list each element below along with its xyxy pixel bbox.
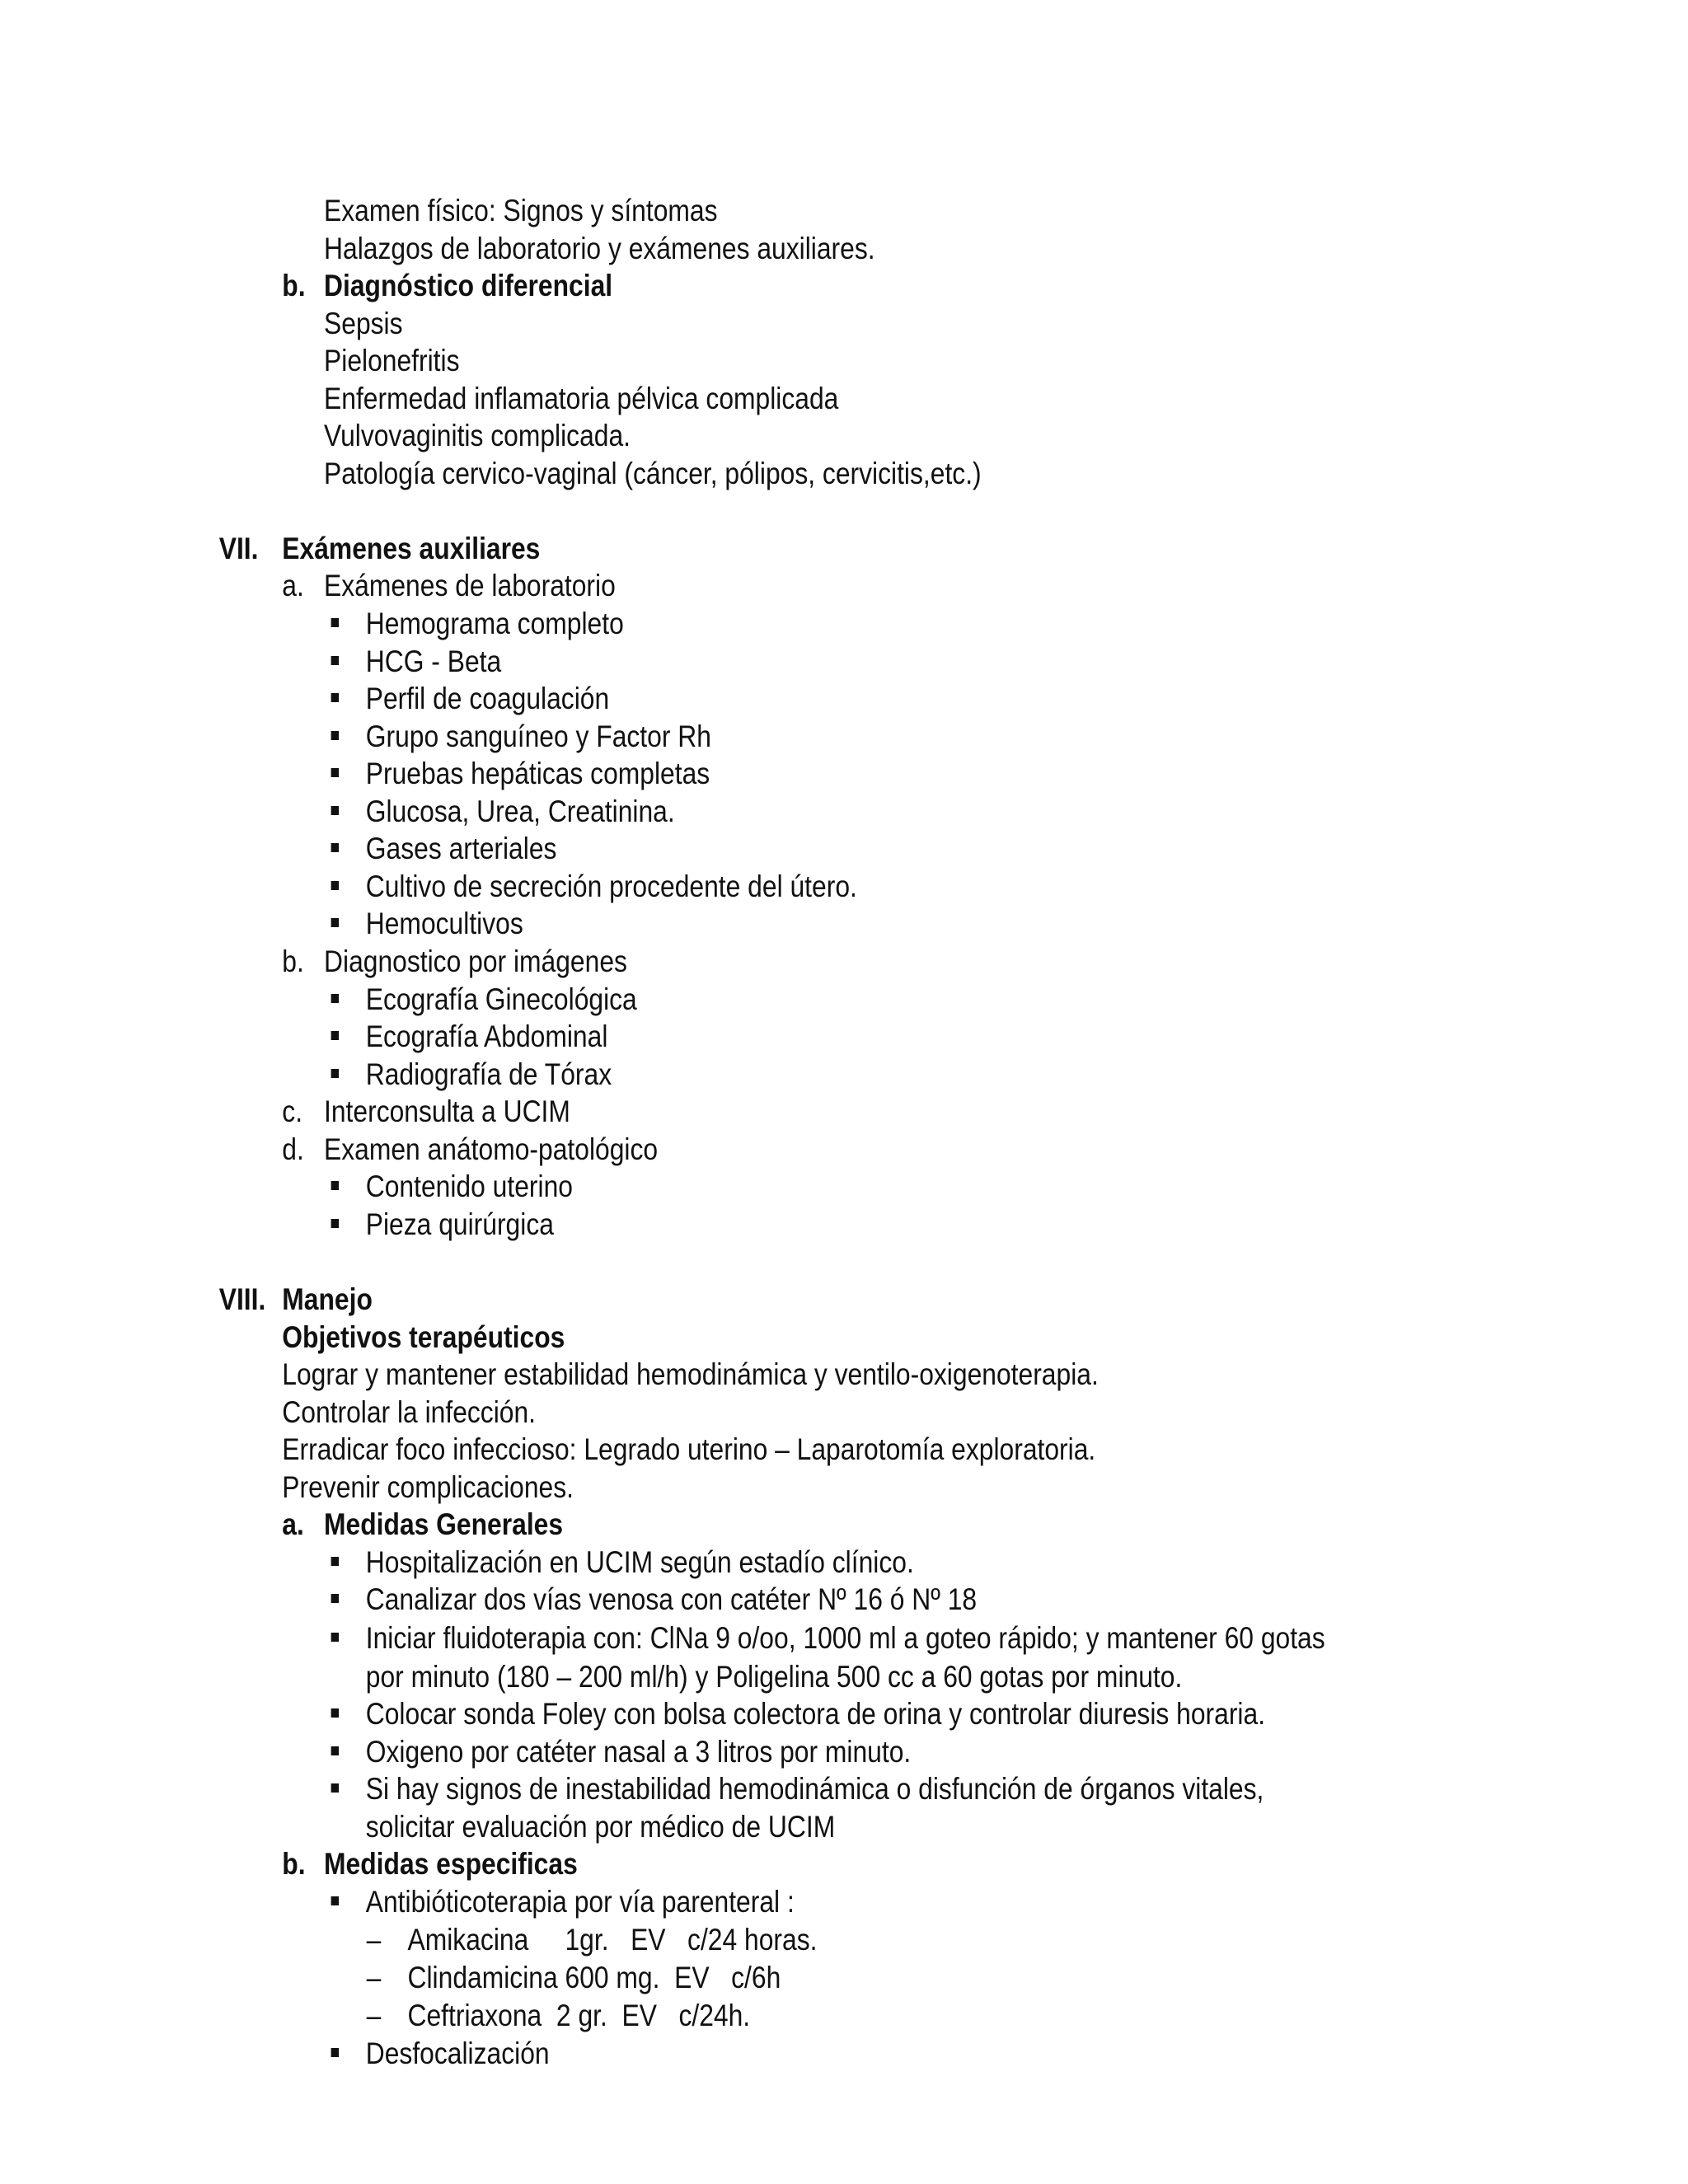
- dash-marker: –: [366, 1961, 382, 1994]
- antibiotic-item: Ceftriaxona 2 gr. EV c/24h.: [407, 1999, 751, 2032]
- item-c-marker: c.: [282, 1094, 303, 1128]
- square-bullet-icon: [331, 1181, 339, 1190]
- dx-item: Pielonefritis: [324, 344, 460, 377]
- lab-item: Perfil de coagulación: [365, 682, 610, 715]
- objective-line: Controlar la infección.: [282, 1395, 537, 1429]
- imaging-item: Ecografía Abdominal: [365, 1019, 608, 1053]
- square-bullet-icon: [331, 843, 339, 852]
- square-bullet-icon: [331, 1219, 339, 1228]
- square-bullet-icon: [331, 731, 339, 740]
- square-bullet-icon: [331, 806, 339, 815]
- item-b-marker: b.: [282, 1847, 306, 1881]
- square-bullet-icon: [331, 1594, 339, 1603]
- item-a-marker: a.: [282, 569, 304, 602]
- objectives-heading: Objetivos terapéuticos: [282, 1320, 565, 1354]
- square-bullet-icon: [331, 768, 339, 777]
- item-a-marker: a.: [282, 1507, 304, 1541]
- general-item: Canalizar dos vías venosa con catéter Nº 16 ó Nº 18: [365, 1582, 978, 1616]
- square-bullet-icon: [331, 918, 339, 927]
- specific-item: Antibióticoterapia por vía parenteral :: [365, 1885, 795, 1919]
- objective-line: Erradicar foco infeccioso: Legrado uterino – Laparotomía exploratoria.: [282, 1432, 1096, 1466]
- square-bullet-icon: [331, 994, 339, 1003]
- lab-item: Hemograma completo: [365, 607, 624, 640]
- specific-item: Desfocalización: [365, 2036, 550, 2070]
- dx-item: Enfermedad inflamatoria pélvica complicada: [324, 382, 839, 415]
- differential-heading: Diagnóstico diferencial: [324, 269, 613, 302]
- consult-line: Interconsulta a UCIM: [324, 1094, 570, 1128]
- dash-marker: –: [366, 1999, 382, 2032]
- lab-item: Gases arteriales: [365, 832, 557, 865]
- square-bullet-icon: [331, 1069, 339, 1078]
- general-item: Hospitalización en UCIM según estadío clínico.: [365, 1545, 914, 1579]
- findings-line: Halazgos de laboratorio y exámenes auxiliares.: [324, 232, 875, 265]
- section-heading: Exámenes auxiliares: [282, 532, 541, 565]
- lab-item: Hemocultivos: [365, 907, 523, 940]
- square-bullet-icon: [331, 2048, 339, 2057]
- item-b-marker: b.: [282, 269, 306, 302]
- lab-item: Pruebas hepáticas completas: [365, 757, 710, 790]
- lab-item: Cultivo de secreción procedente del útero.: [365, 869, 857, 903]
- dash-marker: –: [366, 1923, 382, 1957]
- item-b-marker: b.: [282, 944, 304, 978]
- lab-item: HCG - Beta: [365, 644, 502, 678]
- item-d-marker: d.: [282, 1132, 304, 1166]
- section-heading: Manejo: [282, 1282, 373, 1316]
- section-number: VIII.: [218, 1282, 266, 1316]
- square-bullet-icon: [331, 1783, 339, 1793]
- general-item-continuation: solicitar evaluación por médico de UCIM: [365, 1810, 836, 1844]
- antibiotic-item: Clindamicina 600 mg. EV c/6h: [407, 1961, 781, 1994]
- general-item: Iniciar fluidoterapia con: ClNa 9 o/oo, 1000 ml a goteo rápido; y mantener 60 gotas: [365, 1621, 1325, 1655]
- exam-line: Examen físico: Signos y síntomas: [324, 194, 718, 227]
- objective-line: Prevenir complicaciones.: [282, 1470, 574, 1504]
- square-bullet-icon: [331, 1896, 339, 1905]
- dx-item: Sepsis: [324, 307, 403, 340]
- square-bullet-icon: [331, 1746, 339, 1755]
- section-number: VII.: [218, 532, 259, 565]
- square-bullet-icon: [331, 1633, 339, 1642]
- pathology-item: Pieza quirúrgica: [365, 1207, 554, 1241]
- lab-item: Grupo sanguíneo y Factor Rh: [365, 719, 711, 753]
- antibiotic-item: Amikacina 1gr. EV c/24 horas.: [407, 1923, 818, 1957]
- square-bullet-icon: [331, 881, 339, 890]
- imaging-item: Ecografía Ginecológica: [365, 982, 637, 1016]
- dx-item: Vulvovaginitis complicada.: [324, 419, 631, 452]
- general-item: Si hay signos de inestabilidad hemodinámica o disfunción de órganos vitales,: [365, 1772, 1264, 1806]
- general-item-continuation: por minuto (180 – 200 ml/h) y Poligelina 500 cc a 60 gotas por minuto.: [365, 1660, 1183, 1694]
- square-bullet-icon: [331, 1708, 339, 1718]
- imaging-heading: Diagnostico por imágenes: [324, 944, 627, 978]
- lab-item: Glucosa, Urea, Creatinina.: [365, 794, 675, 828]
- pathology-item: Contenido uterino: [365, 1169, 573, 1203]
- lab-heading: Exámenes de laboratorio: [324, 569, 616, 602]
- square-bullet-icon: [331, 618, 339, 627]
- imaging-item: Radiografía de Tórax: [365, 1057, 612, 1091]
- specific-measures-heading: Medidas especificas: [324, 1847, 578, 1881]
- general-measures-heading: Medidas Generales: [324, 1507, 564, 1541]
- general-item: Colocar sonda Foley con bolsa colectora de orina y controlar diuresis horaria.: [365, 1697, 1266, 1731]
- square-bullet-icon: [331, 656, 339, 665]
- objective-line: Lograr y mantener estabilidad hemodinámica y ventilo-oxigenoterapia.: [282, 1357, 1099, 1391]
- general-item: Oxigeno por catéter nasal a 3 litros por minuto.: [365, 1735, 912, 1769]
- pathology-heading: Examen anátomo-patológico: [324, 1132, 659, 1166]
- square-bullet-icon: [331, 1557, 339, 1566]
- square-bullet-icon: [331, 1031, 339, 1040]
- dx-item: Patología cervico-vaginal (cáncer, pólipos, cervicitis,etc.): [324, 457, 982, 490]
- square-bullet-icon: [331, 693, 339, 702]
